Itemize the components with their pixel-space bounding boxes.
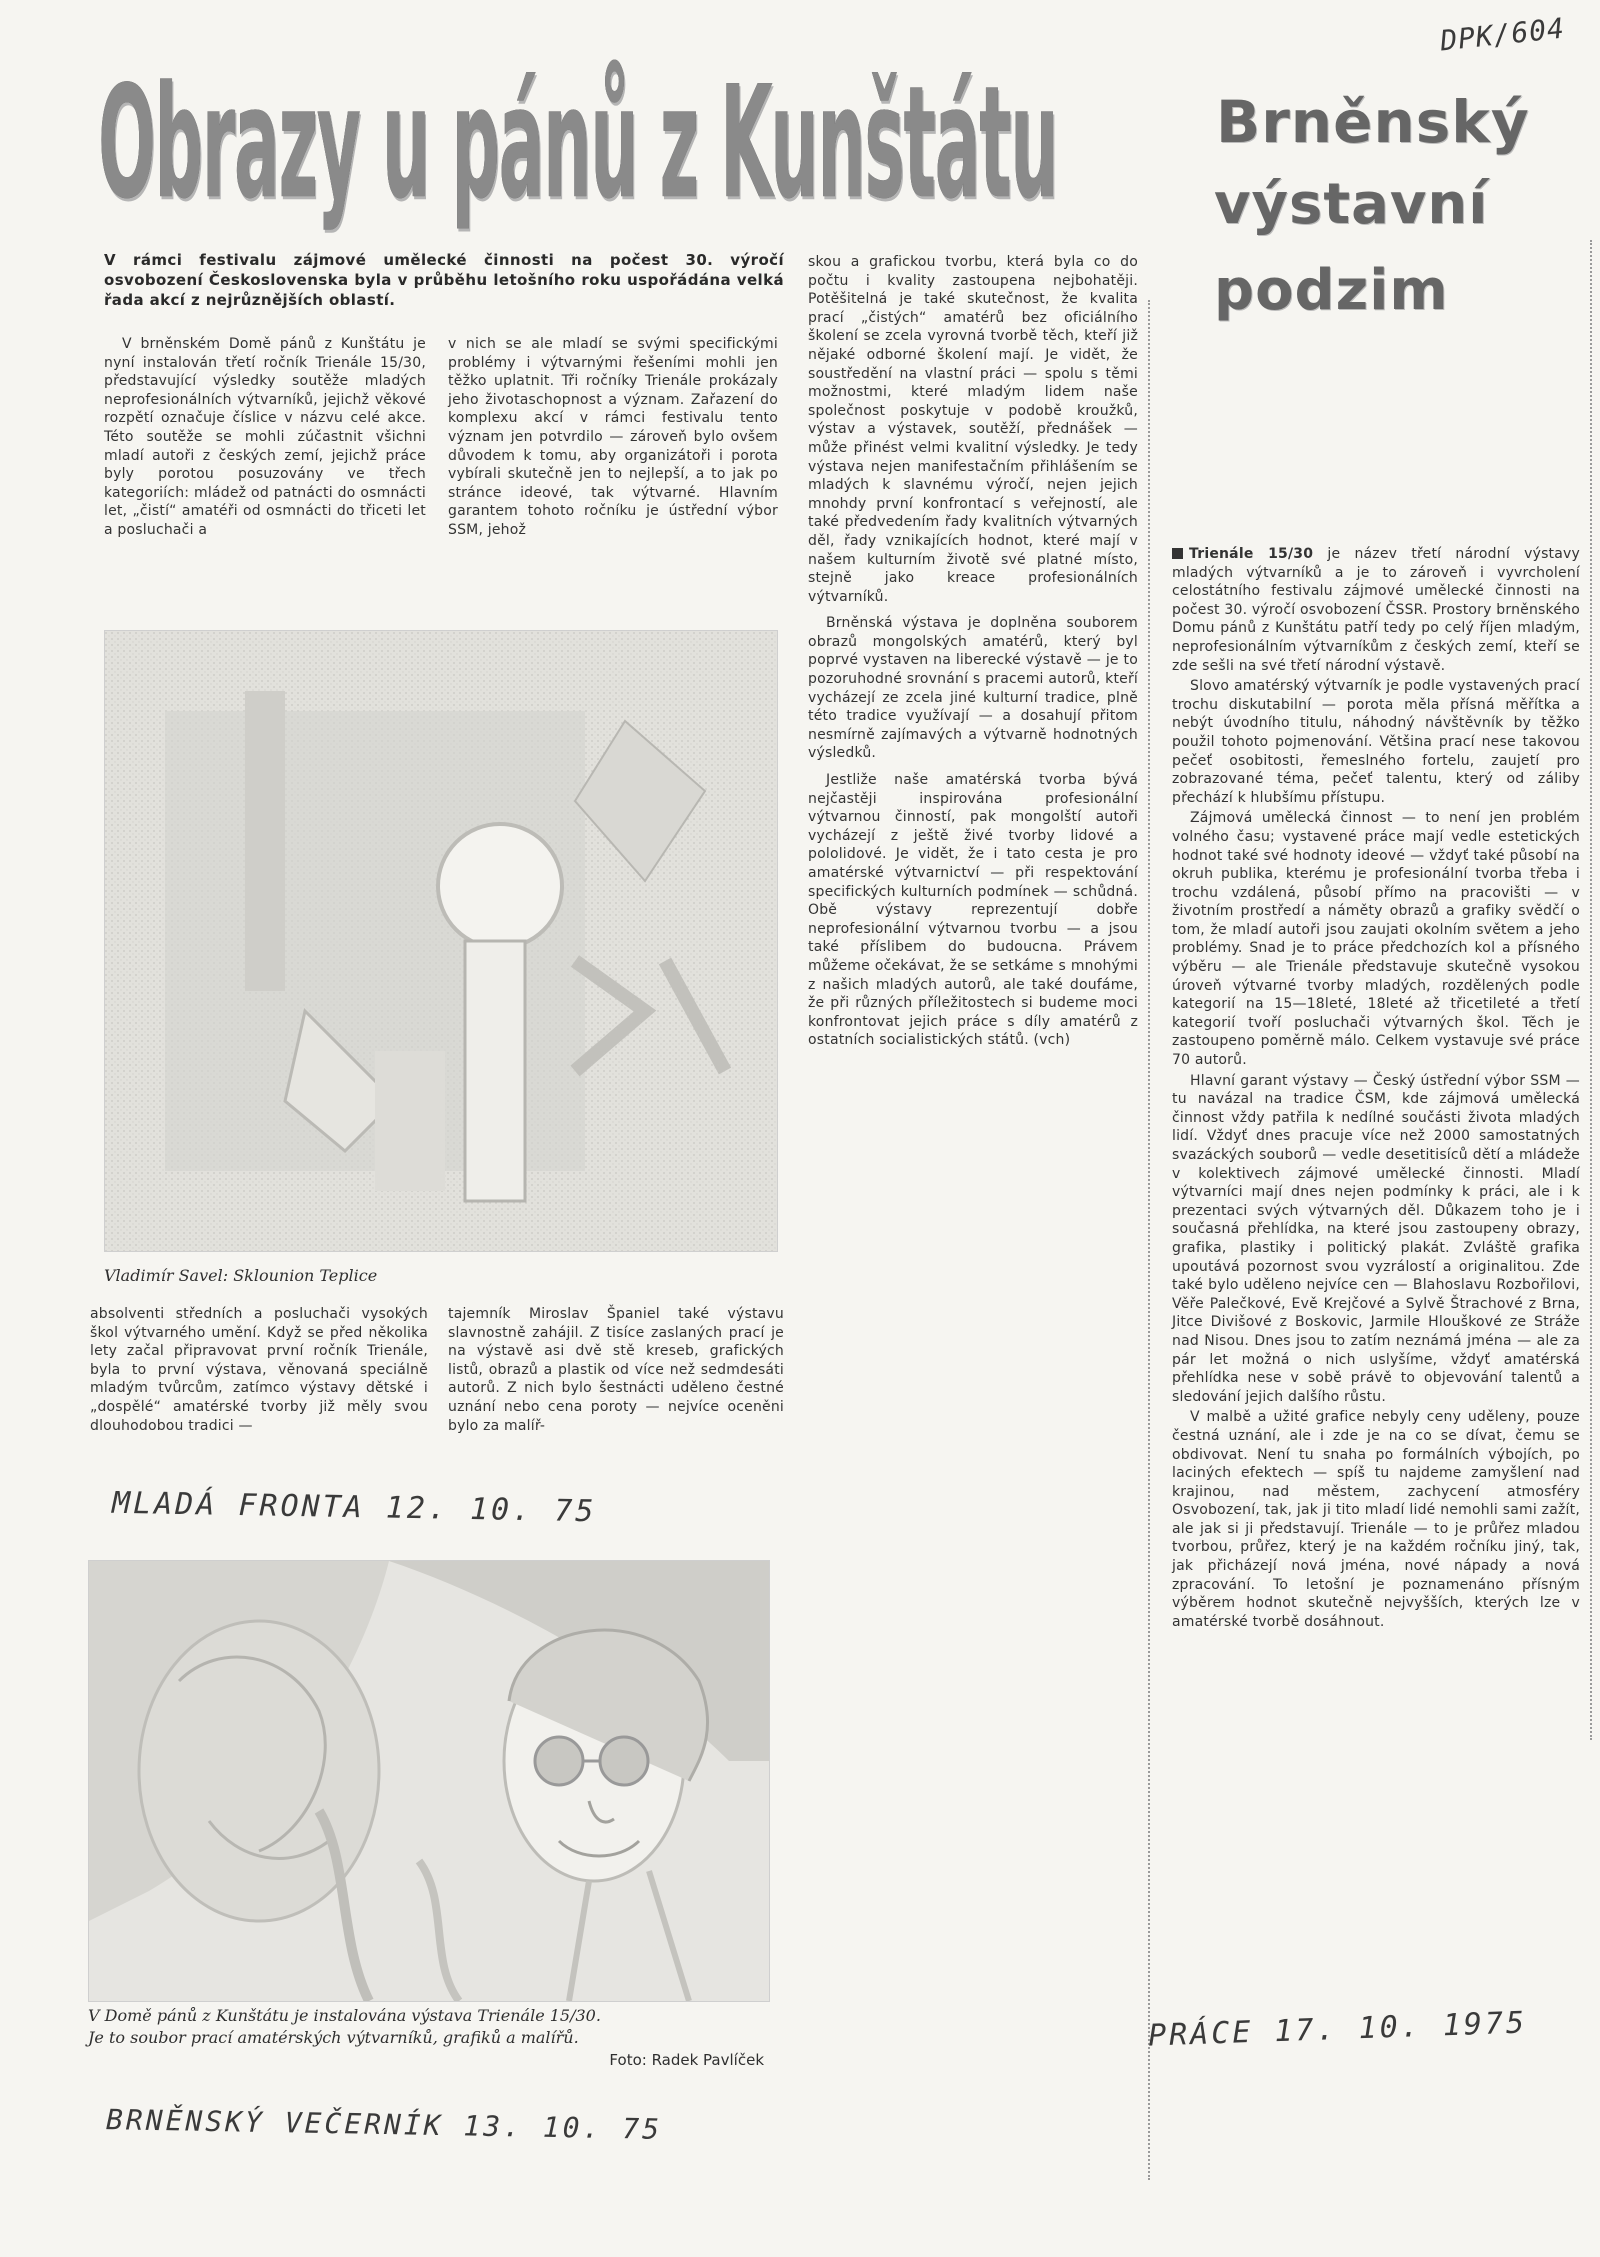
article2-source: PRÁCE 17. 10. 1975 [1147,2005,1528,2054]
article2-title-line3: podzim [1214,258,1449,323]
photo-abstract-glass [104,630,778,1252]
article2-lead-bold: Trienále 15/30 [1189,546,1314,562]
article1-after-left-text: absolventi středních a posluchači vysokých škol výtvarného umění. Když se před několika lety začal připravovat první ročník Trienále, byla to první výstava, věnovaná speciálně mladým tvůrcům, zatímco výstavy dětské i „dospělé“ amatérské tvorby již měly svou dlouhodobou tradici — [90,1306,428,1434]
photo-woman-portrait [88,1560,770,2002]
bullet-square-icon [1172,548,1183,559]
photo2-caption [88,2005,788,2071]
article1-col-mid [448,335,778,542]
article1-source: MLADÁ FRONTA 12. 10. 75 [111,1485,597,1530]
article1-lead: V rámci festivalu zájmové umělecké činnosti na počest 30. výročí osvobození Československa byla v průběhu letošního roku uspořádána velká řada akcí z nejrůznějších oblastí. [104,251,784,309]
article2-title [1196,84,1530,332]
photo-woman-portrait-art [89,1561,769,2001]
photo2-credit: Foto: Radek Pavlíček [609,2051,764,2069]
article1-col-left-text: V brněnském Domě pánů z Kunštátu je nyní instalován třetí ročník Trienále 15/30, představující výsledky soutěže mladých neprofesionálních výtvarníků, jejichž věkové rozpětí označuje číslice v názvu celé akce. Této soutěže se mohli zúčastnit všichni mladí autoři z českých zemí, jejichž práce byly porotou posuzovány ve třech kategoriích: mládež od patnácti do osmnácti let, „čistí“ amatéři od osmnácti do třiceti let a posluchači a [104,336,426,538]
article2-p2: Slovo amatérský výtvarník je podle vystavených prací trochu diskutabilní — porota měla přísná měřítka a nebýt úvodního titulu, náhodný návštěvník by těžko použil tohoto pojmenování. Většina prací nese takovou pečeť osobitosti, řemeslného fortelu, zaujetí pro zobrazované téma, pečeť talentu, který od záliby přechází k hlubšímu přístupu. [1172,678,1580,806]
archive-mark: DPK/604 [1438,11,1567,58]
article2-p4: Hlavní garant výstavy — Český ústřední výbor SSM — tu navázal na tradice ČSM, kde zájmová umělecká činnost vždy patřila k nedílné součásti života mladých lidí. Vždyť dnes pracuje více než 2000 samostatných svazáckých souborů — vedle desetitisíců dětí a mládeže v kolektivech zájmové umělecké činnosti. Mladí výtvarníci mají dnes nejen podmínky k práci, ale i k prezentaci svých výtvarných děl. Důkazem toho je i současná přehlídka, na které jsou zastoupeny obrazy, grafika, plastiky i politický plakát. Zvláště grafika upoutává pozornost svou vyzrálostí a originalitou. Zde také bylo uděleno nejvíce cen — Blahoslavu Rozbořilovi, Věře Palečkové, Evě Krejčové a Sylvě Štrachové z Brna, Jitce Divišové z Boskovic, Jarmile Hlouškové ze Stráže nad Nisou. Dnes jsou to zatím neznámá jména — ale za pár let možná o nich uslyšíme, vždyť amatérská přehlídka nese v sobě právě to objevování talentů a sledování jejich dalšího růstu. [1172,1072,1580,1405]
article2-body [1172,545,1580,1633]
article1-col-right-p1: skou a grafickou tvorbu, která byla co do počtu i kvality zastoupena nejbohatěji. Potěšitelná je také skutečnost, že kvalita prací „čistých“ amatérů bez oficiálního školení se zcela vyrovná tvorbě těch, kteří již nějaké odborné školení mají. Je vidět, že soustředění na vlastní práci — spolu s těmi možnostmi, které mladým lidem naše společnost poskytuje v podobě kroužků, výstav a výstavek, soutěží, přednášek — může přinést velmi kvalitní výsledky. Je tedy výstava nejen manifestačním přihlášením se mladých k slavnému výročí, nejen jejich mnohdy první konfrontací s veřejností, ale také předvedením řady kvalitních výtvarných děl, řady vznikajících hodnot, které mají v našem kulturním životě své platné místo, stejně jako kreace profesionálních výtvarníků. [808,254,1138,605]
article2-p1 [1172,545,1580,675]
article1-col-right-p2: Brněnská výstava je doplněna souborem obrazů mongolských amatérů, který byl poprvé vystaven na liberecké výstavě — je to pozoruhodné srovnání s pracemi autorů, kteří vycházejí ze zcela jiné kulturní tradice, plně této tradice využívají — a dosahují přitom nesmírně zajímavých a výtvarně hodnotných výsledků. [808,615,1138,762]
article1-headline: Obrazy u pánů z Kunštátu [98,52,1058,234]
article1-after-mid [448,1305,784,1437]
column-divider [1148,300,1150,2180]
article1-col-mid-text: v nich se ale mladí se svými specifickými problémy i výtvarnými řešeními mohli jen těžko uplatnit. Tři ročníky Trienále prokázaly jeho životaschopnost a význam. Zařazení do komplexu akcí v rámci festivalu tento význam jen potvrdilo — zároveň bylo ovšem důvodem k tomu, aby organizátoři i porota vybírali skutečně jen to nejlepší, a to jak po stránce ideové, tak výtvarné. Hlavním garantem tohoto ročníku je ústřední výbor SSM, jehož [448,336,778,538]
article2-p1-text: je název třetí národní výstavy mladých výtvarníků a je to zároveň i vyvrcholení celostátního festivalu zájmové umělecké činnosti na počest 30. výročí osvobození ČSSR. Prostory brněnského Domu pánů z Kunštátu patří tedy po celý říjen mladým, neprofesionálním výtvarníkům z českých zemí, kteří se zde sešli na své třetí národní výstavě. [1172,546,1580,674]
page-edge-divider [1590,240,1592,1740]
article1-col-right-p3: Jestliže naše amatérská tvorba bývá nejčastěji inspirována profesionální výtvarnou činností, pak mongolští autoři vycházejí z ještě živé tvorby lidové a pololidové. Je vidět, že i tato cesta je pro amatérské výtvarnictví — při respektování specifických kulturních podmínek — schůdná. Obě výstavy reprezentují dobře neprofesionální výtvarnou tvorbu — a jsou také příslibem do budoucna. Právem můžeme očekávat, že se setkáme s mnohými z našich mladých autorů, ale také doufáme, že při různých příležitostech si budeme moci konfrontovat jejich práce s díly amatérů z ostatních socialistických států. (vch) [808,772,1138,1049]
article2-p3: Zájmová umělecká činnost — to není jen problém volného času; vystavené práce mají vedle estetických hodnot také své hodnoty ideové — vždyť také působí na okruh publika, kterému je profesionální tvorba třeba i trochu vzdálená, působí přímo na pracovišti — v životním prostředí a náměty obrazů a grafiky svědčí o tom, že mladí autoři jsou zaujati okolním světem a jeho problémy. Snad je to práce předchozích kol a přísného výběru — ale Trienále představuje skutečně vysokou úroveň výtvarné tvorby mladých, rozdělených podle kategorií na 15—18leté, 18leté až třicetileté a třetí kategorií tvoří posluchači výtvarných škol. Těch je zastoupeno poměrně málo. Celkem vystavuje své práce 70 autorů. [1172,810,1580,1069]
photo2-caption-line1: V Domě pánů z Kunštátu je instalována výstava Trienále 15/30. [88,2006,601,2025]
article2-title-line1: Brněnský [1216,88,1530,156]
article1-after-left [90,1305,428,1437]
photo-abstract-glass-art [105,631,777,1251]
article1-col-left [104,335,426,542]
article1-after-mid-text: tajemník Miroslav Španiel také výstavu slavnostně zahájil. Z tisíce zaslaných prací je na výstavě asi dvě stě kreseb, grafických listů, obrazů a plastik od více než sedmdesáti autorů. Z nich bylo šestnácti uděleno čestné uznání nebo cena poroty — nejvíce oceněni bylo za malíř- [448,1306,784,1434]
photo1-caption: Vladimír Savel: Sklounion Teplice [104,1266,378,1285]
article2-p5: V malbě a užité grafice nebyly ceny uděleny, pouze čestná uznání, ale i zde je na co se dívat, čemu se obdivovat. Není tu snaha po formálních výbojích, po laciných efektech — spíš tu najdeme zamyšlení nad krajinou, nad městem, zachycení atmosféry Osvobození, tak, jak ji tito mladí lidé nemohli sami zažít, ale jak si ji představují. Trienále — to je průřez mladou tvorbou, průřez, který je na každém ročníku jiný, tak, jak přicházejí nová jména, nové nápady a nová zpracování. To letošní je poznamenáno přísným výběrem hodnot skutečně nejvyšších, kterých lze v amatérské tvorbě dosáhnout. [1172,1409,1580,1630]
article1-col-right [808,253,1138,1052]
article2-title-line2: výstavní [1214,172,1489,237]
photo2-source: BRNĚNSKÝ VEČERNÍK 13. 10. 75 [105,2103,663,2146]
photo2-caption-line2: Je to soubor prací amatérských výtvarníků, grafiků a malířů. [88,2028,579,2047]
